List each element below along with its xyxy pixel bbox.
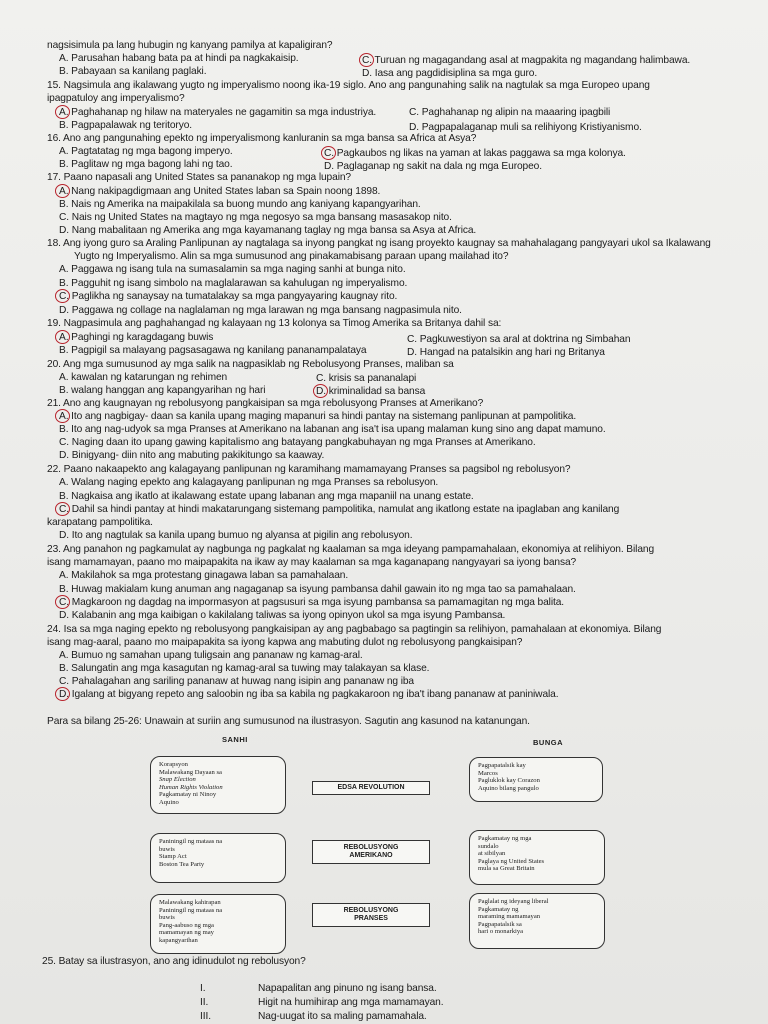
sanhi-edsa-line-4: Human Rights Violation (159, 783, 223, 791)
bunga-pranses-line-2: Pagkamatay ng (478, 905, 519, 913)
q15-stem-cont: ipagpatuloy ang imperyalismo? (47, 93, 185, 104)
q25-item-3-text: Nag-uugat ito sa maling pamamahala. (258, 1011, 427, 1022)
q15-option-d: D. Pagpapalaganap muli sa relihiyong Kristiyanismo. (409, 122, 642, 133)
q18-option-b: B. Pagguhit ng isang simbolo na maglalarawan sa kahulugan ng imperyalismo. (59, 278, 408, 289)
q17-option-c: C. Nais ng United States na magtayo ng mga negosyo sa mga bansang masasakop nito. (59, 212, 452, 223)
q14-option-a: A. Parusahan habang bata pa at hindi pa nagkakaisip. (59, 53, 299, 64)
q18-option-a: A. Paggawa ng isang tula na sumasalamin sa mga naging sanhi at bunga nito. (59, 264, 406, 275)
bunga-edsa-line-3: Pagluklok kay Corazon (478, 777, 540, 785)
answer-mark-q16 (321, 146, 336, 160)
q21-option-b: B. Ito ang nag-udyok sa mga Pranses at Amerikano na labanan ang isa't isa upang malaman kung sino ang dapat mamuno. (59, 424, 606, 435)
q17-stem: 17. Paano napasali ang United States sa pananakop ng mga lupain? (47, 172, 351, 183)
q19-option-d: D. Hangad na patalsikin ang hari ng Britanya (407, 347, 605, 358)
q17-option-b: B. Nais ng Amerika na maipakilala sa buong mundo ang kaniyang kapangyarihan. (59, 199, 421, 210)
q20-option-a: A. kawalan ng katarungan ng rehimen (59, 372, 228, 383)
sanhi-pranses-line-4: Pang-aabuso ng mga (159, 921, 214, 929)
q19-stem: 19. Nagpasimula ang paghahangad ng kalayaan ng 13 kolonya sa Timog Amerika sa Britanya dahil sa: (47, 318, 502, 329)
q18-stem-cont: Yugto ng Imperyalismo. Alin sa mga sumusunod ang pinakamabisang paraan upang mailahad ito? (74, 251, 509, 262)
bunga-box-amerikano (469, 830, 605, 885)
sanhi-amerikano-line-3: Stamp Act (159, 853, 187, 861)
sanhi-pranses-line-3: buwis (159, 914, 175, 922)
q17-option-a: A. Nang nakipagdigmaan ang United States laban sa Spain noong 1898. (59, 186, 381, 197)
q18-option-d: D. Paggawa ng collage na naglalaman ng mga larawan ng mga bansang nagpasimula nito. (59, 305, 462, 316)
q25-item-2-text: Higit na humihirap ang mga mamamayan. (258, 997, 444, 1008)
q20-option-b: B. walang hanggan ang kapangyarihan ng hari (59, 385, 266, 396)
q21-option-a: A. Ito ang nagbigay- daan sa kanila upang maging mapanuri sa hindi pantay na sistemang panlipunan at pampolitika. (59, 411, 577, 422)
q19-option-b: B. Pagpigil sa malayang pagsasagawa ng kanilang pananampalataya (59, 345, 367, 356)
q14-option-d: D. Iasa ang pagdidisiplina sa mga guro. (362, 68, 538, 79)
diagram-header-bunga: BUNGA (533, 738, 563, 747)
q22-option-d: D. Ito ang nagtulak sa kanila upang bumuo ng alyansa at pigilin ang rebolusyon. (59, 530, 413, 541)
bunga-pranses-line-4: Pagpapatalsik sa (478, 920, 522, 928)
q22-option-a: A. Walang naging epekto ang kalagayang panlipunan ng mga Pranses sa rebolusyon. (59, 477, 439, 488)
q16-option-c: C. Pagkaubos ng likas na yaman at lakas paggawa sa mga kolonya. (324, 148, 626, 159)
sanhi-amerikano-line-4: Boston Tea Party (159, 860, 205, 868)
diagram-header-sanhi: SANHI (222, 735, 248, 744)
diagram-instruction: Para sa bilang 25-26: Unawain at suriin ang sumusunod na ilustrasyon. Sagutin ang kasunod na katanungan. (47, 716, 530, 727)
q15-option-b: B. Pagpapalawak ng teritoryo. (59, 120, 193, 131)
q21-option-d: D. Binigyang- diin nito ang mabuting pakikitungo sa kaaway. (59, 450, 325, 461)
q17-option-d: D. Nang mabalitaan ng Amerika ang mga kayamanang taglay ng mga bansa sa Asya at Africa. (59, 225, 477, 236)
sanhi-pranses-line-6: kapangyarihan (159, 936, 198, 944)
answer-mark-q14 (359, 53, 374, 67)
event-pranses-label: REBOLUSYONG PRANSES (343, 907, 399, 922)
q15-option-a: A. Paghahanap ng hilaw na materyales ne gagamitin sa mga industriya. (59, 107, 377, 118)
q25-stem: 25. Batay sa ilustrasyon, ano ang idinudulot ng rebolusyon? (42, 956, 306, 967)
event-rebolusyong-pranses (312, 903, 430, 927)
q14-stem-cont: nagsisimula pa lang hubugin ng kanyang pamilya at kapaligiran? (47, 40, 333, 51)
sanhi-pranses-line-1: Malawakang kahirapan (159, 899, 221, 906)
answer-mark-q24 (55, 687, 70, 701)
q22-option-b: B. Nagkaisa ang ikatlo at ikalawang estate upang labanan ang mga mapaniil na unang estate. (59, 491, 474, 502)
sanhi-edsa-line-1: Korapsyon (159, 761, 188, 768)
bunga-edsa-line-2: Marcos (478, 769, 498, 777)
sanhi-edsa-line-5: Pagkamatay ni Ninoy (159, 791, 217, 799)
q16-stem: 16. Ano ang pangunahing epekto ng imperyalismong kanluranin sa mga bansa sa Africa at Asya? (47, 133, 477, 144)
q24-option-a: A. Bumuo ng samahan upang tuligsain ang pananaw ng kamag-aral. (59, 650, 363, 661)
q18-stem: 18. Ang iyong guro sa Araling Panlipunan ay nagtalaga sa inyong pangkat ng isang proyekto kaugnay sa mahahalagang pangyayari ukol sa Ikalawang (47, 238, 711, 249)
q16-option-a: A. Pagtatatag ng mga bagong imperyo. (59, 146, 233, 157)
sanhi-edsa-line-6: Aquino (159, 798, 179, 806)
q23-stem: 23. Ang panahon ng pagkamulat ay nagbunga ng pagkalat ng kaalaman sa mga ideyang pampamahalaan, ekonomiya at relihiyon. Bilang (47, 544, 655, 555)
answer-mark-q17 (55, 184, 70, 198)
event-edsa-revolution: EDSA REVOLUTION (312, 781, 430, 795)
sanhi-edsa-line-3: Snap Election (159, 776, 196, 784)
q25-item-2-num: II. (200, 997, 209, 1008)
q25-item-1-num: I. (200, 983, 206, 994)
sanhi-box-pranses (150, 894, 286, 954)
answer-mark-q19 (55, 330, 70, 344)
q18-option-c: C. Paglikha ng sanaysay na tumatalakay sa mga pangyayaring kaugnay rito. (59, 291, 398, 302)
bunga-amerikano-line-1: Pagkamatay ng mga (478, 835, 532, 842)
bunga-amerikano-line-3: at sibilyan (478, 850, 506, 858)
q20-option-c: C. krisis sa pananalapi (316, 373, 417, 384)
q22-stem: 22. Paano nakaapekto ang kalagayang panlipunan ng karamihang mamamayang Pranses sa pagsibol ng rebolusyon? (47, 464, 571, 475)
q19-option-c: C. Pagkuwestiyon sa aral at doktrina ng Simbahan (407, 334, 631, 345)
answer-mark-q22 (55, 502, 70, 516)
bunga-amerikano-line-4: Paglaya ng United States (478, 857, 545, 865)
sanhi-box-amerikano (150, 833, 286, 883)
q25-item-3-num: III. (200, 1011, 211, 1022)
sanhi-edsa-line-2: Malawakang Dayaan sa (159, 768, 222, 776)
q23-option-d: D. Kalabanin ang mga kaibigan o kakilalang taliwas sa iyong opinyon ukol sa mga isyung Pambansa. (59, 610, 506, 621)
q15-option-c: C. Paghahanap ng alipin na maaaring ipagbili (409, 107, 611, 118)
q24-stem: 24. Isa sa mga naging epekto ng rebolusyong pangkaisipan ay ang pagbabago sa pagtingin sa relihiyon, pamahalaan at ekonomiya. Bilang (47, 624, 662, 635)
q21-stem: 21. Ano ang kaugnayan ng rebolusyong pangkaisipan sa mga rebolusyong Pranses at Amerikano? (47, 398, 484, 409)
q14-option-c: C. Turuan ng magagandang asal at magpakita ng magandang halimbawa. (362, 55, 691, 66)
q24-option-d: D. Igalang at bigyang repeto ang saloobin ng iba sa kabila ng pagkakaroon ng iba't ibang pananaw at paniniwala. (59, 689, 559, 700)
bunga-edsa-line-1: Pagpapatalsik kay (478, 762, 526, 769)
sanhi-pranses-line-2: Paniningil ng mataas na (159, 906, 223, 914)
q22-option-c: C. Dahil sa hindi pantay at hindi makatarungang sistemang pampolitika, namulat ang ikatlong estate na ipaglaban ang kanilang (59, 504, 620, 515)
bunga-pranses-line-3: maraming mamamayan (478, 913, 541, 921)
bunga-amerikano-line-5: mula sa Great Britain (478, 865, 535, 873)
q16-option-b: B. Paglitaw ng mga bagong lahi ng tao. (59, 159, 233, 170)
bunga-box-edsa (469, 757, 603, 802)
bunga-pranses-line-5: hari o monarkiya (478, 928, 524, 936)
q23-option-b: B. Huwag makialam kung anuman ang nagaganap sa isyung pambansa dahil gawain ito ng mga tao sa pamahalaan. (59, 584, 576, 595)
q19-option-a: A. Paghingi ng karagdagang buwis (59, 332, 214, 343)
q20-stem: 20. Ang mga sumusunod ay mga salik na nagpasiklab ng Rebolusyong Pranses, maliban sa (47, 359, 454, 370)
q14-option-b: B. Pabayaan sa kanilang paglaki. (59, 66, 207, 77)
answer-mark-q18 (55, 289, 70, 303)
q23-stem-cont: isang mamamayan, paano mo maipapakita na ikaw ay may kaalaman sa mga kaganapang nangyayari sa iyong bansa? (47, 557, 577, 568)
q15-stem: 15. Nagsimula ang ikalawang yugto ng imperyalismo noong ika-19 siglo. Ano ang pangunahing salik na nagtulak sa mga Europeo upang (47, 80, 650, 91)
q25-item-1-text: Napapalitan ang pinuno ng isang bansa. (258, 983, 437, 994)
q24-option-c: C. Pahalagahan ang sariling pananaw at huwag nang isipin ang pananaw ng iba (59, 676, 414, 687)
event-amerikano-label: REBOLUSYONG AMERIKANO (343, 844, 399, 859)
event-rebolusyong-amerikano (312, 840, 430, 864)
answer-mark-q21 (55, 409, 70, 423)
q16-option-d: D. Paglaganap ng sakit na dala ng mga Europeo. (324, 161, 542, 172)
sanhi-amerikano-line-1: Paniningil ng mataas na (159, 838, 223, 845)
q23-option-a: A. Makilahok sa mga protestang ginagawa laban sa pamahalaan. (59, 570, 349, 581)
sanhi-box-edsa (150, 756, 286, 814)
bunga-edsa-line-4: Aquino bilang pangulo (478, 784, 539, 792)
bunga-pranses-line-1: Paglalat ng ideyang liberal (478, 898, 549, 905)
sanhi-pranses-line-5: mamamayan ng may (159, 929, 214, 937)
q20-option-d: D. kriminalidad sa bansa (316, 386, 426, 397)
q22-option-c-cont: karapatang pampolitika. (47, 517, 153, 528)
q21-option-c: C. Naging daan ito upang gawing kapitalismo ang batayang pangkabuhayan ng mga Pranses at Amerikano. (59, 437, 536, 448)
bunga-amerikano-line-2: sundalo (478, 842, 499, 850)
bunga-box-pranses (469, 893, 605, 949)
answer-mark-q15 (55, 105, 70, 119)
sanhi-amerikano-line-2: buwis (159, 845, 175, 853)
answer-mark-q20 (313, 384, 328, 398)
answer-mark-q23 (55, 595, 70, 609)
q24-option-b: B. Salungatin ang mga kasagutan ng kamag-aral sa tuwing may talakayan sa klase. (59, 663, 430, 674)
q23-option-c: C. Magkaroon ng dagdag na impormasyon at pagsusuri sa mga isyung pambansa sa pamamagitan ng mga balita. (59, 597, 565, 608)
q24-stem-cont: isang mag-aaral, paano mo maipapakita sa iyong kapwa ang mabuting dulot ng rebolusyong pangkaisipan? (47, 637, 523, 648)
